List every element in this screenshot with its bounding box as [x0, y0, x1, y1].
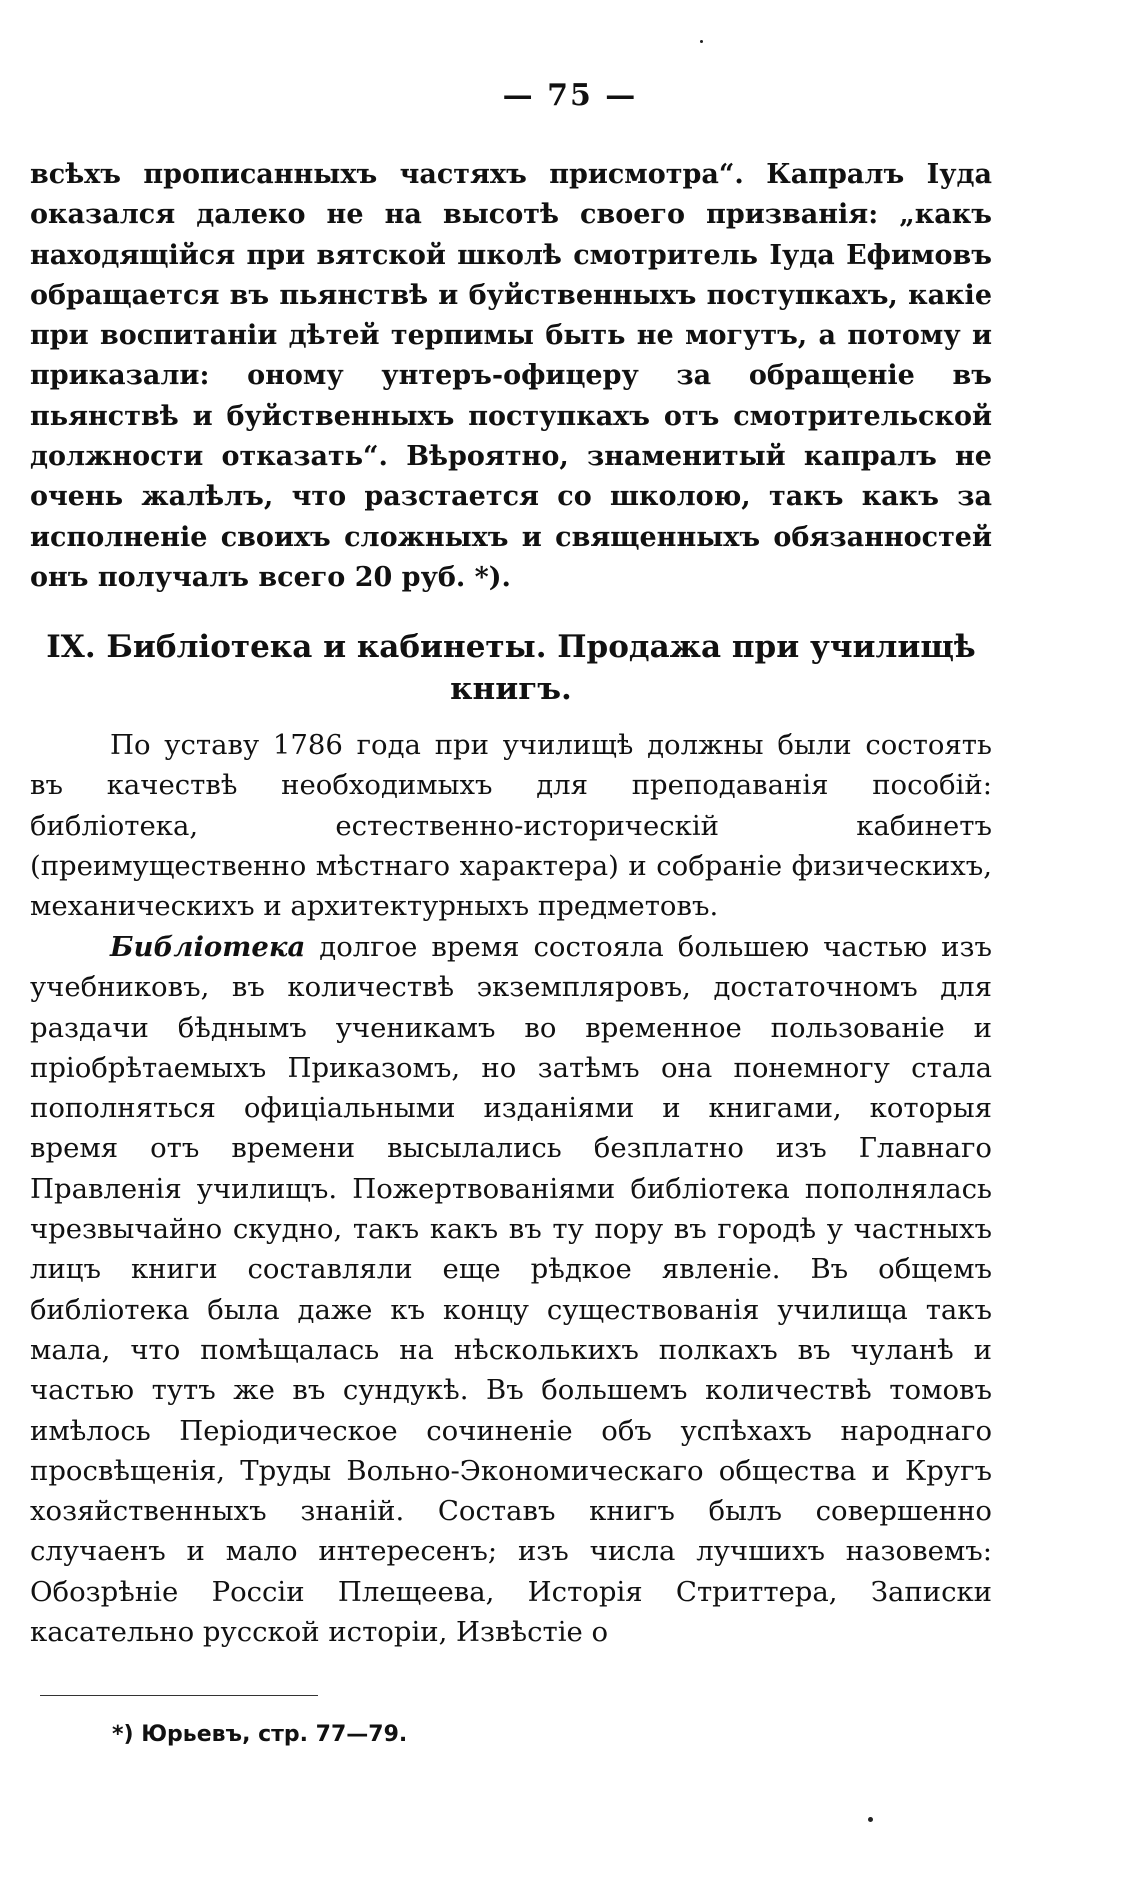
paragraph-statute: По уставу 1786 года при училищѣ должны были состоять въ качествѣ необходимыхъ для преподаванія пособій: библіотека, естественно-историческій кабинетъ (преимущественно мѣстнаго характера) и собраніе физическихъ, механическихъ и архитектурныхъ предметовъ.: [30, 729, 992, 923]
print-speck: [868, 1817, 873, 1822]
section-heading-line1: IX. Библіотека и кабинеты. Продажа при училищѣ: [46, 629, 976, 665]
page-number: — 75 —: [502, 78, 638, 113]
library-text: долгое время состояла большею частью изъ учебниковъ, въ количествѣ экземпляровъ, достаточномъ для раздачи бѣднымъ ученикамъ во временное пользованіе и пріобрѣтаемыхъ Приказомъ, но затѣмъ она понемногу стала пополняться офиціальными изданіями и книгами, которыя время отъ времени высылались безплатно изъ Главнаго Правленія училищъ. Пожертвованіями библіотека пополнялась чрезвычайно скудно, такъ какъ въ ту пору въ городѣ у частныхъ лицъ книги составляли еще рѣдкое явленіе. Въ общемъ библіотека была даже къ концу существованія училища такъ мала, что помѣщалась на нѣсколькихъ полкахъ въ чуланѣ и частью тутъ же въ сундукѣ. Въ большемъ количествѣ томовъ имѣлось Періодическое сочиненіе объ успѣхахъ народнаго просвѣщенія, Труды Вольно-Экономическаго общества и Кругъ хозяйственныхъ знаній. Составъ книгъ былъ совершенно случаенъ и мало интересенъ; изъ числа лучшихъ назовемъ: Обозрѣніе Россіи Плещеева, Исторія Стриттера, Записки касательно русской исторіи, Извѣстіе о: [30, 931, 992, 1649]
paragraph-continuation: всѣхъ прописанныхъ частяхъ присмотра“. Капралъ Іуда оказался далеко не на высотѣ своего призванія: „какъ находящійся при вятской школѣ смотритель Іуда Ефимовъ обращается въ пьянствѣ и буйственныхъ поступкахъ, какіе при воспитаніи дѣтей терпимы быть не могутъ, а потому и приказали: оному унтеръ-офицеру за обращеніе въ пьянствѣ и буйственныхъ поступкахъ отъ смотрительской должности отказать“. Вѣроятно, знаменитый капралъ не очень жалѣлъ, что разстается со школою, такъ какъ за исполненіе своихъ сложныхъ и священныхъ обязанностей онъ получалъ всего 20 руб. *).: [30, 159, 992, 593]
print-speck: [700, 40, 703, 43]
footnote: *) Юрьевъ, стр. 77—79.: [112, 1722, 408, 1747]
footnote-divider: [40, 1695, 318, 1696]
section-heading-line2: книгъ.: [450, 671, 572, 707]
paragraph-library: [30, 927, 992, 1652]
section-heading: [30, 626, 992, 710]
library-term: Библіотека: [110, 931, 306, 963]
